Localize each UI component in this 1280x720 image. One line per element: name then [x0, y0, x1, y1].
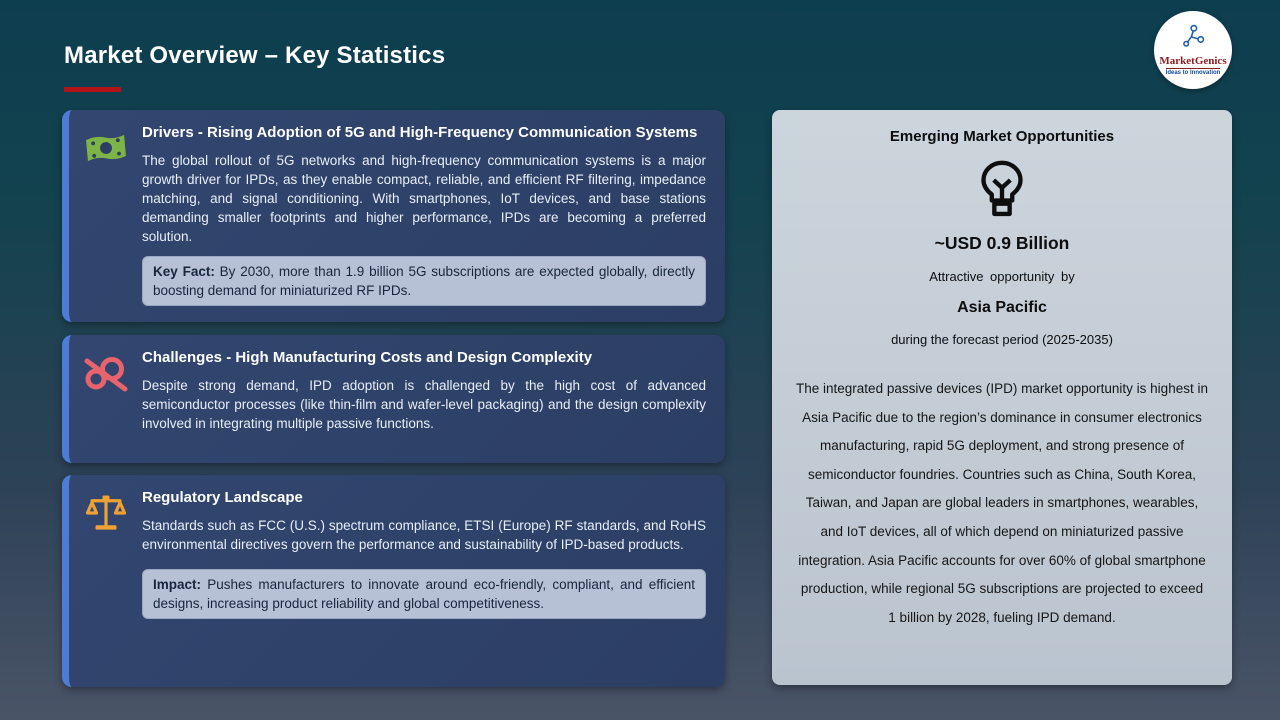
card-title: Regulatory Landscape [142, 489, 303, 506]
title-underline [64, 87, 121, 92]
card-body: The global rollout of 5G networks and high-frequency communication systems is a major growth driver for IPDs, as they enable compact, reliable, and efficient RF filtering, impedance matching, and signal conditioning. With smartphones, IoT devices, and base stations demanding smaller footprints and higher performance, IPDs are becoming a preferred solution. [142, 152, 706, 245]
card-title: Challenges - High Manufacturing Costs and Design Complexity [142, 349, 593, 366]
key-fact-text: By 2030, more than 1.9 billion 5G subscriptions are expected globally, directly boosting demand for miniaturized RF IPDs. [153, 263, 695, 298]
page-title: Market Overview – Key Statistics [64, 42, 446, 69]
lightbulb-icon [796, 159, 1208, 221]
drivers-card [62, 110, 725, 322]
card-body: Standards such as FCC (U.S.) spectrum compliance, ETSI (Europe) RF standards, and RoHS environmental directives govern the performance and sustainability of IPD-based products. [142, 517, 706, 552]
opportunity-description: The integrated passive devices (IPD) market opportunity is highest in Asia Pacific due to the region’s dominance in consumer electronics manufacturing, rapid 5G deployment, and strong presence of semiconductor foundries. Countries such as China, South Korea, Taiwan, and Japan are global leaders in smartphones, wearables, and IoT devices, all of which depend on miniaturized passive integration. Asia Pacific accounts for over 60% of global smartphone production, while regional 5G subscriptions are projected to exceed 1 billion by 2028, fueling IPD demand. [796, 381, 1208, 625]
money-icon [69, 110, 142, 322]
opportunity-region: Asia Pacific [957, 299, 1047, 316]
key-fact-box [142, 256, 706, 306]
logo-tagline: Ideas to Innovation [1165, 70, 1221, 76]
regulatory-card [62, 475, 725, 687]
logo-name: MarketGenics [1159, 55, 1227, 67]
opportunity-panel [772, 110, 1232, 685]
impact-label: Impact: [153, 577, 202, 593]
scales-icon [69, 475, 142, 687]
opportunity-subtitle: Attractive opportunity by [929, 269, 1075, 284]
challenges-card [62, 335, 725, 463]
card-title: Drivers - Rising Adoption of 5G and High-Frequency Communication Systems [142, 124, 698, 141]
impact-box [142, 569, 706, 619]
key-fact-label: Key Fact: [153, 263, 215, 279]
card-body: Despite strong demand, IPD adoption is challenged by the high cost of advanced semiconductor processes (like thin-film and wafer-level packaging) and the design complexity involved in integrating multiple passive functions. [142, 377, 706, 432]
opportunity-period: during the forecast period (2025-2035) [891, 332, 1113, 347]
network-icon [1180, 24, 1206, 53]
marketgenics-logo [1154, 11, 1232, 89]
impact-text: Pushes manufacturers to innovate around eco-friendly, compliant, and efficient designs, increasing product reliability and global competitiveness. [153, 577, 695, 612]
unlink-icon [69, 335, 142, 463]
opportunity-value: ~USD 0.9 Billion [934, 233, 1070, 253]
panel-title: Emerging Market Opportunities [889, 128, 1115, 145]
